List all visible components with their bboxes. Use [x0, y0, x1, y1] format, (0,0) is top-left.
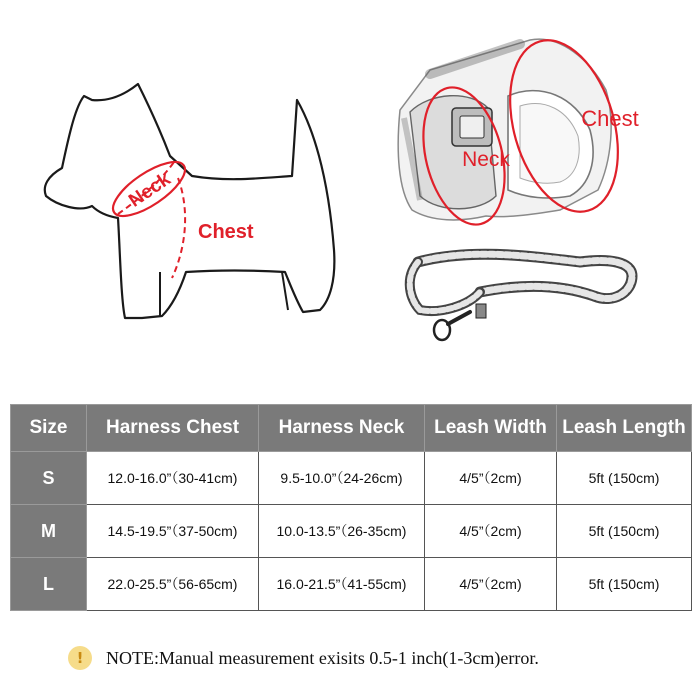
harness-drawing: [398, 39, 611, 220]
header-leash-length: Leash Length: [557, 405, 692, 452]
size-cell: M: [11, 505, 87, 558]
leash-width-cell: 4/5”（2cm): [425, 505, 557, 558]
header-harness-neck: Harness Neck: [259, 405, 425, 452]
leash-length-cell: 5ft (150cm): [557, 452, 692, 505]
dog-outline-icon: [45, 84, 335, 318]
leash-length-cell: 5ft (150cm): [557, 505, 692, 558]
harness-chest-cell: 22.0-25.5”（56-65cm): [87, 558, 259, 611]
size-cell: S: [11, 452, 87, 505]
header-size: Size: [11, 405, 87, 452]
harness-chest-label: Chest: [581, 106, 639, 131]
harness-neck-label: Neck: [462, 148, 510, 171]
measurement-note: [68, 644, 539, 672]
leash-width-cell: 4/5”（2cm): [425, 558, 557, 611]
size-cell: L: [11, 558, 87, 611]
harness-neck-cell: 10.0-13.5”（26-35cm): [259, 505, 425, 558]
harness-chest-cell: 12.0-16.0”（30-41cm): [87, 452, 259, 505]
harness-neck-cell: 9.5-10.0”（24-26cm): [259, 452, 425, 505]
table-row: [11, 505, 692, 558]
leash-drawing: [410, 254, 632, 340]
table-row: [11, 452, 692, 505]
note-text: NOTE:Manual measurement exisits 0.5-1 inch(1-3cm)error.: [106, 647, 539, 668]
harness-chest-cell: 14.5-19.5”（37-50cm): [87, 505, 259, 558]
table-row: [11, 558, 692, 611]
header-harness-chest: Harness Chest: [87, 405, 259, 452]
leash-width-cell: 4/5”（2cm): [425, 452, 557, 505]
size-chart-table: [10, 404, 692, 611]
dog-neck-label: Neck: [125, 168, 175, 212]
table-header-row: [11, 405, 692, 452]
harness-neck-cell: 16.0-21.5”（41-55cm): [259, 558, 425, 611]
exclamation-icon: !: [68, 646, 92, 670]
leash-length-cell: 5ft (150cm): [557, 558, 692, 611]
dog-chest-label: Chest: [198, 221, 254, 243]
header-leash-width: Leash Width: [425, 405, 557, 452]
